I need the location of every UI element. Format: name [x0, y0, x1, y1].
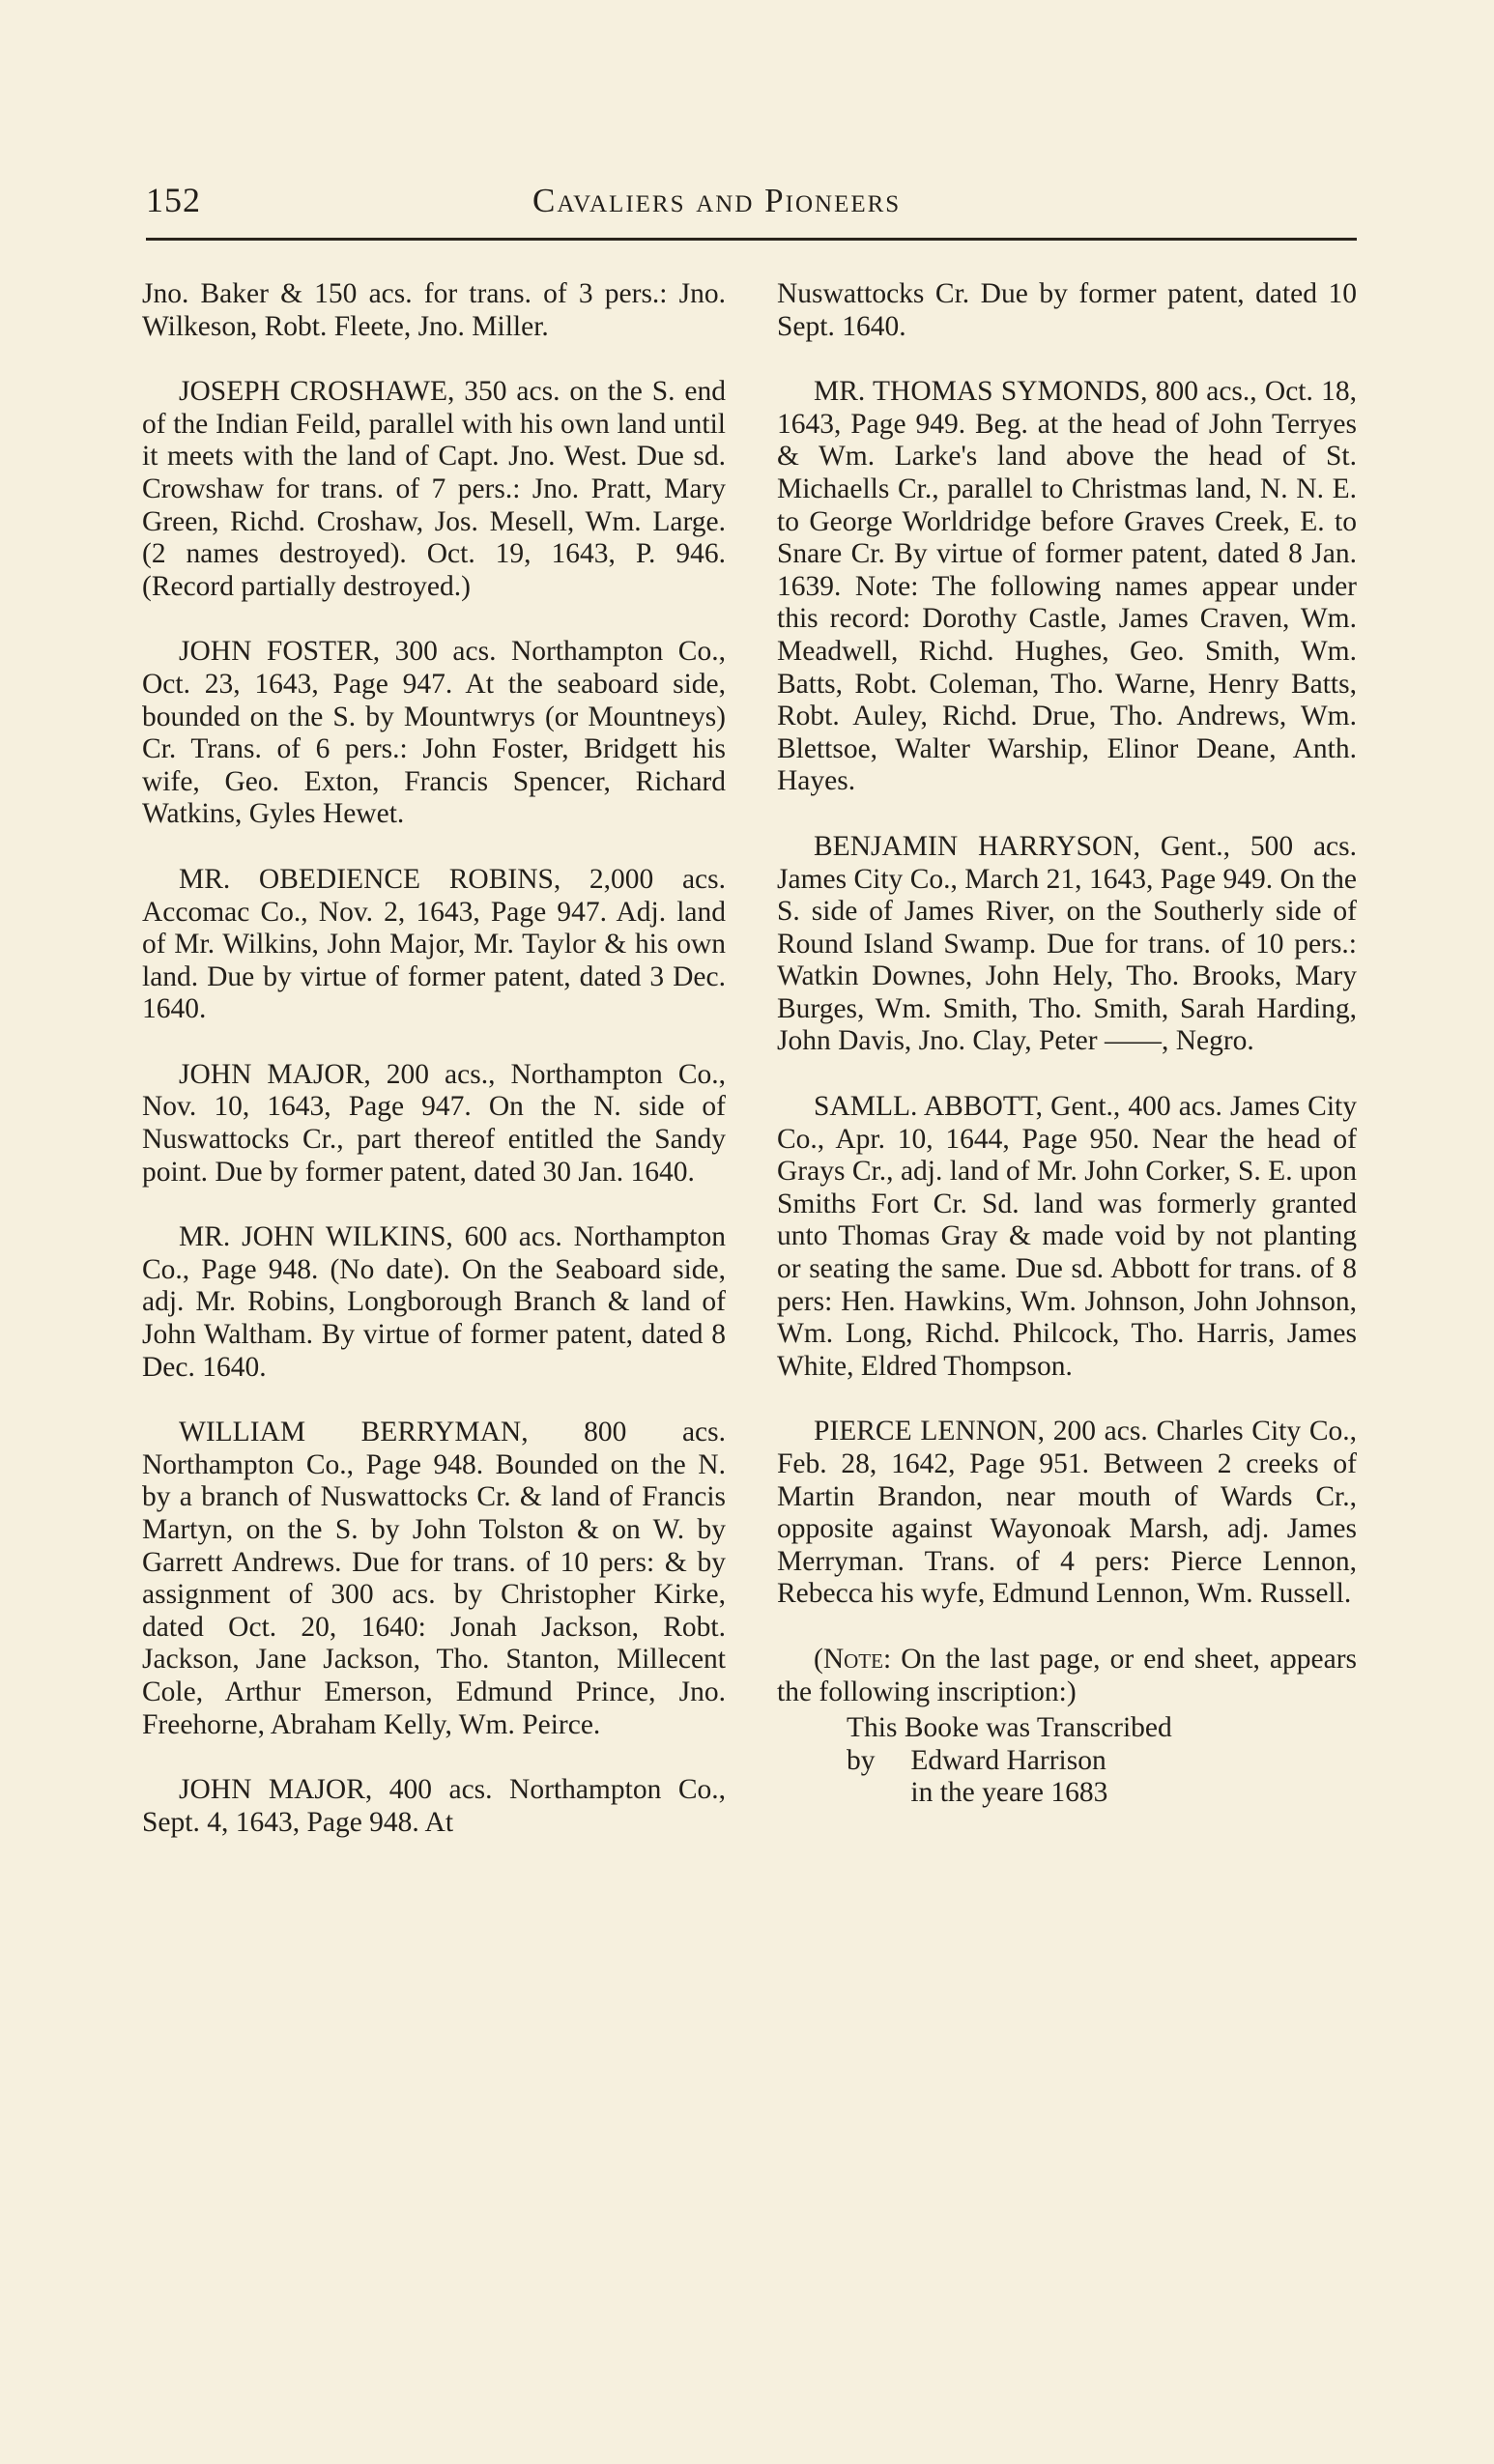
- patent-entry: MR. JOHN WILKINS, 600 acs. Northampton Co., Page 948. (No date). On the Seaboard side, adj. Mr. Robins, Longborough Branch & land of John Waltham. By virtue of former patent, dated 8 Dec. 1640.: [142, 1221, 726, 1383]
- header-rule: [146, 238, 1357, 241]
- right-column: [777, 278, 1357, 1810]
- running-title: Cavaliers and Pioneers: [532, 182, 902, 219]
- patent-entry: JOHN FOSTER, 300 acs. Northampton Co., Oct. 23, 1643, Page 947. At the seaboard side, bounded on the S. by Mountwrys (or Mountneys) Cr. Trans. of 6 pers.: John Foster, Bridgett his wife, Geo. Exton, Francis Spencer, Richard Watkins, Gyles Hewet.: [142, 636, 726, 830]
- patent-entry: JOHN MAJOR, 400 acs. Northampton Co., Sept. 4, 1643, Page 948. At: [142, 1774, 726, 1838]
- patent-entry: WILLIAM BERRYMAN, 800 acs. Northampton Co., Page 948. Bounded on the N. by a branch of Nuswattocks Cr. & land of Francis Martyn, on the S. by John Tolston & on W. by Garrett Andrews. Due for trans. of 10 pers: & by assignment of 300 acs. by Christopher Kirke, dated Oct. 20, 1640: Jonah Jackson, Robt. Jackson, Jane Jackson, Tho. Stanton, Millecent Cole, Arthur Emerson, Edmund Prince, Jno. Freehorne, Abraham Kelly, Wm. Peirce.: [142, 1417, 726, 1740]
- patent-entry: SAMLL. ABBOTT, Gent., 400 acs. James City Co., Apr. 10, 1644, Page 950. Near the head of Grays Cr., adj. land of Mr. John Corker, S. E. upon Smiths Fort Cr. Sd. land was formerly granted unto Thomas Gray & made void by not planting or seating the same. Due sd. Abbott for trans. of 8 pers: Hen. Hawkins, Wm. Johnson, John Johnson, Wm. Long, Richd. Philcock, Tho. Harris, James White, Eldred Thompson.: [777, 1091, 1357, 1382]
- patent-entry: PIERCE LENNON, 200 acs. Charles City Co., Feb. 28, 1642, Page 951. Between 2 creeks of Martin Brandon, near mouth of Wards Cr., opposite against Wayonoak Marsh, adj. James Merryman. Trans. of 4 pers: Pierce Lennon, Rebecca his wyfe, Edmund Lennon, Wm. Russell.: [777, 1416, 1357, 1610]
- patent-entry: JOHN MAJOR, 200 acs., Northampton Co., Nov. 10, 1643, Page 947. On the N. side of Nuswattocks Cr., part thereof entitled the Sandy point. Due by former patent, dated 30 Jan. 1640.: [142, 1058, 726, 1188]
- page-header: [146, 180, 1357, 226]
- page-number: 152: [146, 181, 201, 219]
- patent-entry: JOSEPH CROSHAWE, 350 acs. on the S. end of the Indian Feild, parallel with his own land until it meets with the land of Capt. Jno. West. Due sd. Crowshaw for trans. of 7 pers.: Jno. Pratt, Mary Green, Richd. Croshaw, Jos. Mesell, Wm. Large. (2 names destroyed). Oct. 19, 1643, P. 946. (Record partially destroyed.): [142, 376, 726, 602]
- note-label: Note: [822, 1643, 883, 1675]
- inscription-line: This Booke was Transcribed: [847, 1712, 1172, 1744]
- patent-entry: MR. THOMAS SYMONDS, 800 acs., Oct. 18, 1643, Page 949. Beg. at the head of John Terryes & Wm. Larke's land above the head of St. Michaells Cr., parallel to Christmas land, N. N. E. to George Worldridge before Graves Creek, E. to Snare Cr. By virtue of former patent, dated 8 Jan. 1639. Note: The following names appear under this record: Dorothy Castle, James Craven, Wm. Meadwell, Richd. Hughes, Geo. Smith, Wm. Batts, Robt. Coleman, Tho. Warne, Henry Batts, Robt. Auley, Richd. Drue, Tho. Andrews, Wm. Blettsoe, Walter Warship, Elinor Deane, Anth. Hayes.: [777, 376, 1357, 797]
- patent-entry: MR. OBEDIENCE ROBINS, 2,000 acs. Accomac Co., Nov. 2, 1643, Page 947. Adj. land of Mr. Wilkins, John Major, Mr. Taylor & his own land. Due by virtue of former patent, dated 3 Dec. 1640.: [142, 863, 726, 1025]
- left-column: [142, 278, 726, 1872]
- inscription-line: in the yeare 1683: [847, 1777, 1108, 1809]
- patent-entry: BENJAMIN HARRYSON, Gent., 500 acs. James City Co., March 21, 1643, Page 949. On the S. side of James River, on the Southerly side of Round Island Swamp. Due for trans. of 10 pers.: Watkin Downes, John Hely, Tho. Brooks, Mary Burges, Wm. Smith, Tho. Smith, Sarah Harding, John Davis, Jno. Clay, Peter ——, Negro.: [777, 830, 1357, 1057]
- note-paragraph: [777, 1644, 1357, 1708]
- note-open-paren: (: [814, 1643, 823, 1675]
- closing-note: [777, 1644, 1357, 1810]
- patent-entry: Jno. Baker & 150 acs. for trans. of 3 pers.: Jno. Wilkeson, Robt. Fleete, Jno. Miller.: [142, 278, 726, 342]
- inscription: [847, 1712, 1357, 1810]
- patent-entry: Nuswattocks Cr. Due by former patent, dated 10 Sept. 1640.: [777, 278, 1357, 342]
- note-text: : On the last page, or end sheet, appears the following inscription:): [777, 1643, 1357, 1707]
- inscription-line: by Edward Harrison: [847, 1744, 1106, 1776]
